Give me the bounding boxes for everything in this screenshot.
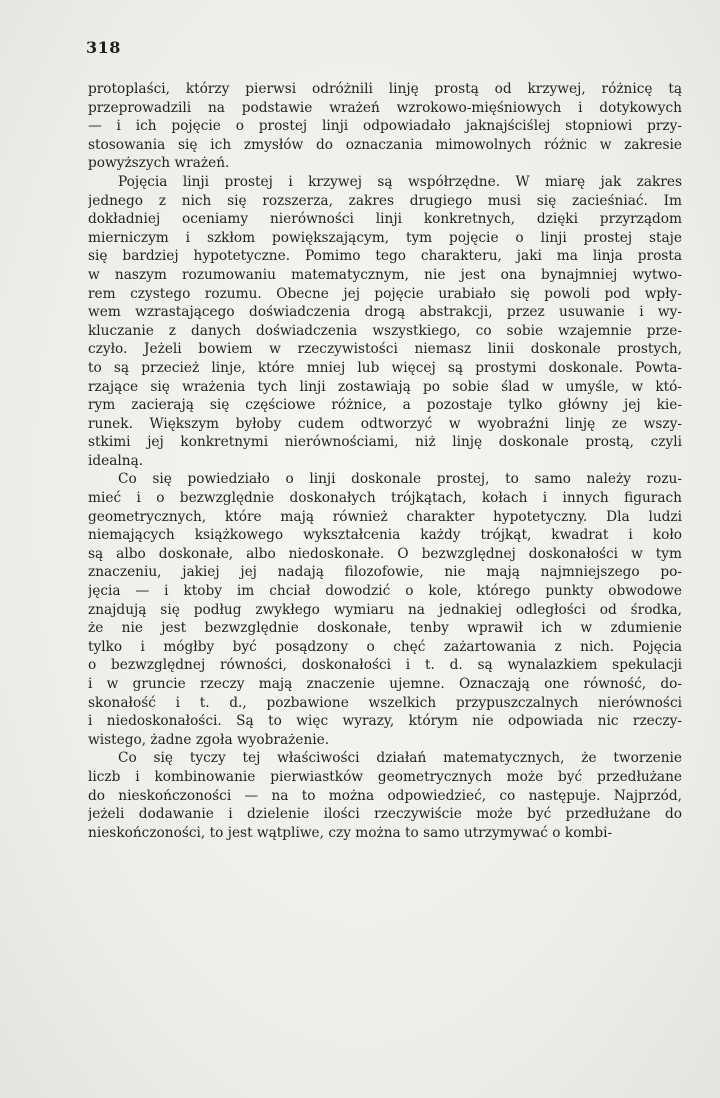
text-line: rym zacierają się częściowe różnice, a pozostaje tylko główny jej kie-: [88, 397, 682, 414]
text-line: stosowania się ich zmysłów do oznaczania mimowolnych różnic w zakresie: [88, 136, 682, 153]
text-line: wistego, żadne zgoła wyobrażenie.: [88, 731, 330, 748]
text-line: Co się powiedziało o linji doskonale prostej, to samo należy rozu-: [118, 471, 682, 488]
text-line: — i ich pojęcie o prostej linji odpowiadało jaknajściślej stopniowi przy-: [88, 118, 682, 135]
paragraph: [88, 470, 682, 749]
text-line: idealną.: [88, 452, 144, 469]
page-number: 318: [86, 38, 121, 57]
text-line: niemających książkowego wykształcenia każdy trójkąt, kwadrat i koło: [88, 527, 682, 544]
text-line: jęcia — i ktoby im chciał dowodzić o kole, którego punkty obwodowe: [88, 583, 682, 600]
text-line: się bardziej hypotetyczne. Pomimo tego charakteru, jaki ma linja prosta: [88, 248, 682, 265]
text-line: jednego z nich się rozszerza, zakres drugiego musi się zacieśniać. Im: [88, 192, 682, 209]
text-line: i w gruncie rzeczy mają znaczenie ujemne. Oznaczają one równość, do-: [88, 676, 682, 692]
text-line: geometrycznych, które mają również charakter hypotetyczny. Dla ludzi: [88, 508, 682, 525]
text-line: rem czystego rozumu. Obecne jej pojęcie urabiało się powoli pod wpły-: [88, 285, 682, 302]
text-line: i niedoskonałości. Są to więc wyrazy, którym nie odpowiada nic rzeczy-: [88, 713, 682, 730]
text-line: wem wzrastającego doświadczenia drogą abstrakcji, przez usuwanie i wy-: [88, 304, 682, 321]
text-line: nieskończoności, to jest wątpliwe, czy można to samo utrzymywać o kombi-: [88, 824, 613, 841]
text-line: znajdują się podług zwykłego wymiaru na jednakiej odległości od środka,: [88, 601, 682, 618]
paragraph: [88, 80, 682, 173]
paragraph: [88, 749, 682, 842]
text-line: znaczeniu, jakiej jej nadają filozofowie, nie mają najmniejszego po-: [88, 564, 682, 581]
text-line: przeprowadzili na podstawie wrażeń wzrokowo-mięśniowych i dotykowych: [88, 99, 682, 116]
text-line: czyło. Jeżeli bowiem w rzeczywistości niemasz linii doskonale prostych,: [88, 341, 682, 358]
paragraph: [88, 173, 682, 471]
text-line: liczb i kombinowanie pierwiastków geometrycznych może być przedłużane: [88, 768, 682, 785]
text-line: rzające się wrażenia tych linji zostawiają po sobie ślad w umyśle, w któ-: [88, 378, 682, 395]
body-text: [88, 80, 682, 842]
text-line: runek. Większym byłoby cudem odtworzyć w wyobraźni linję ze wszy-: [88, 415, 682, 432]
text-line: kluczanie z danych doświadczenia wszystkiego, co sobie wzajemnie prze-: [88, 322, 682, 339]
text-line: o bezwzględnej równości, doskonałości i t. d. są wynalazkiem spekulacji: [88, 657, 682, 674]
text-line: powyższych wrażeń.: [88, 155, 230, 172]
text-line: jeżeli dodawanie i dzielenie ilości rzeczywiście może być przedłużane do: [88, 806, 682, 823]
text-line: w naszym rozumowaniu matematycznym, nie jest ona bynajmniej wytwo-: [88, 266, 682, 283]
text-line: to są przecież linje, które mniej lub więcej są prostymi doskonale. Powta-: [88, 359, 682, 376]
text-line: Co się tyczy tej właściwości działań matematycznych, że tworzenie: [118, 750, 682, 767]
text-line: są albo doskonałe, albo niedoskonałe. O bezwzględnej doskonałości w tym: [88, 545, 682, 562]
text-line: tylko i mógłby być posądzony o chęć zażartowania z nich. Pojęcia: [88, 638, 682, 655]
text-line: skonałość i t. d., pozbawione wszelkich przypuszczalnych nierówności: [88, 694, 682, 711]
text-line: stkimi jej konkretnymi nierównościami, niż linję doskonale prostą, czyli: [88, 434, 682, 451]
text-line: mierniczym i szkłom powiększającym, tym pojęcie o linji prostej staje: [88, 229, 682, 246]
text-line: dokładniej oceniamy nierówności linji konkretnych, dzięki przyrządom: [88, 211, 682, 228]
text-line: mieć i o bezwzględnie doskonałych trójkątach, kołach i innych figurach: [88, 490, 682, 507]
text-line: Pojęcia linji prostej i krzywej są współrzędne. W miarę jak zakres: [118, 173, 682, 190]
text-line: protoplaści, którzy pierwsi odróżnili linję prostą od krzywej, różnicę tą: [88, 81, 682, 97]
text-line: do nieskończoności — na to można odpowiedzieć, co następuje. Najprzód,: [88, 787, 682, 804]
text-line: że nie jest bezwzględnie doskonałe, tenby wprawił ich w zdumienie: [88, 620, 682, 637]
